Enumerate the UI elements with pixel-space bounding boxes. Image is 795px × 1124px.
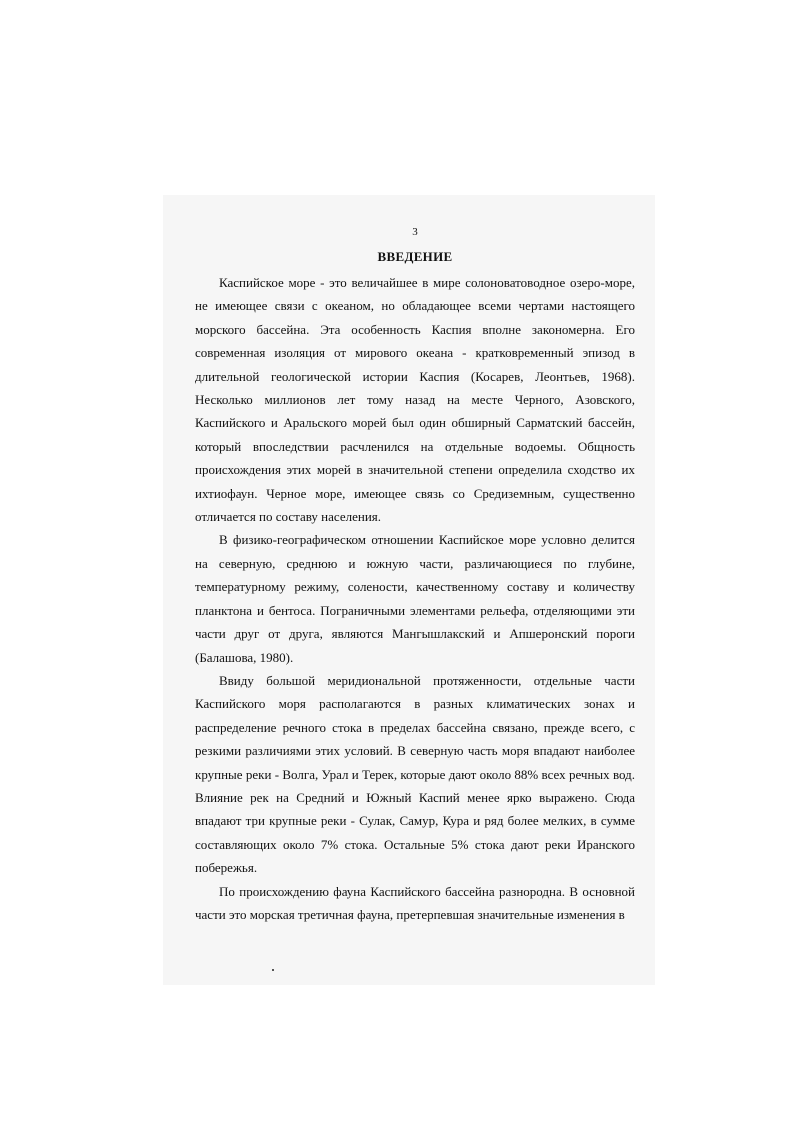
paragraph-1: Каспийское море - это величайшее в мире солоноватоводное озеро-море, не имеющее связи с океаном, но обладающее всеми чертами настоящего морского бассейна. Эта особенность Каспия вполне закономерна. Его современная изоляция от мирового океана - кратковременный эпизод в длительной геологической истории Каспия (Косарев, Леонтьев, 1968). Несколько миллионов лет тому назад на месте Черного, Азовского, Каспийского и Аральского морей был один обширный Сарматский бассейн, который впоследствии расчленился на отдельные водоемы. Общность происхождения этих морей в значительной степени определила сходство их ихтиофаун. Черное море, имеющее связь со Средиземным, существенно отличается по составу населения. (195, 275, 635, 525)
paragraph-4: По происхождению фауна Каспийского бассейна разнородна. В основной части это морская третичная фауна, претерпевшая значительные изменения в (195, 883, 635, 922)
page-content (195, 225, 635, 926)
page-number: 3 (412, 226, 418, 238)
scan-speck (272, 969, 274, 971)
paragraph-2: В физико-географическом отношении Каспийское море условно делится на северную, среднюю и южную части, различающиеся по глубине, температурному режиму, солености, качественному составу и количеству планктона и бентоса. Пограничными элементами рельефа, отделяющими эти части друг от друга, являются Мангышлакский и Апшеронский пороги (Балашова, 1980). (195, 532, 635, 665)
page-title: ВВЕДЕНИЕ (377, 249, 453, 264)
paragraph-3: Ввиду большой меридиональной протяженности, отдельные части Каспийского моря располагаются в разных климатических зонах и распределение речного стока в пределах бассейна связано, прежде всего, с резкими различиями этих условий. В северную часть моря впадают наиболее крупные реки - Волга, Урал и Терек, которые дают около 88% всех речных вод. Влияние рек на Средний и Южный Каспий менее ярко выражено. Сюда впадают три крупные реки - Сулак, Самур, Кура и ряд более мелких, в сумме составляющих около 7% стока. Остальные 5% стока дают реки Иранского побережья. (195, 672, 635, 876)
